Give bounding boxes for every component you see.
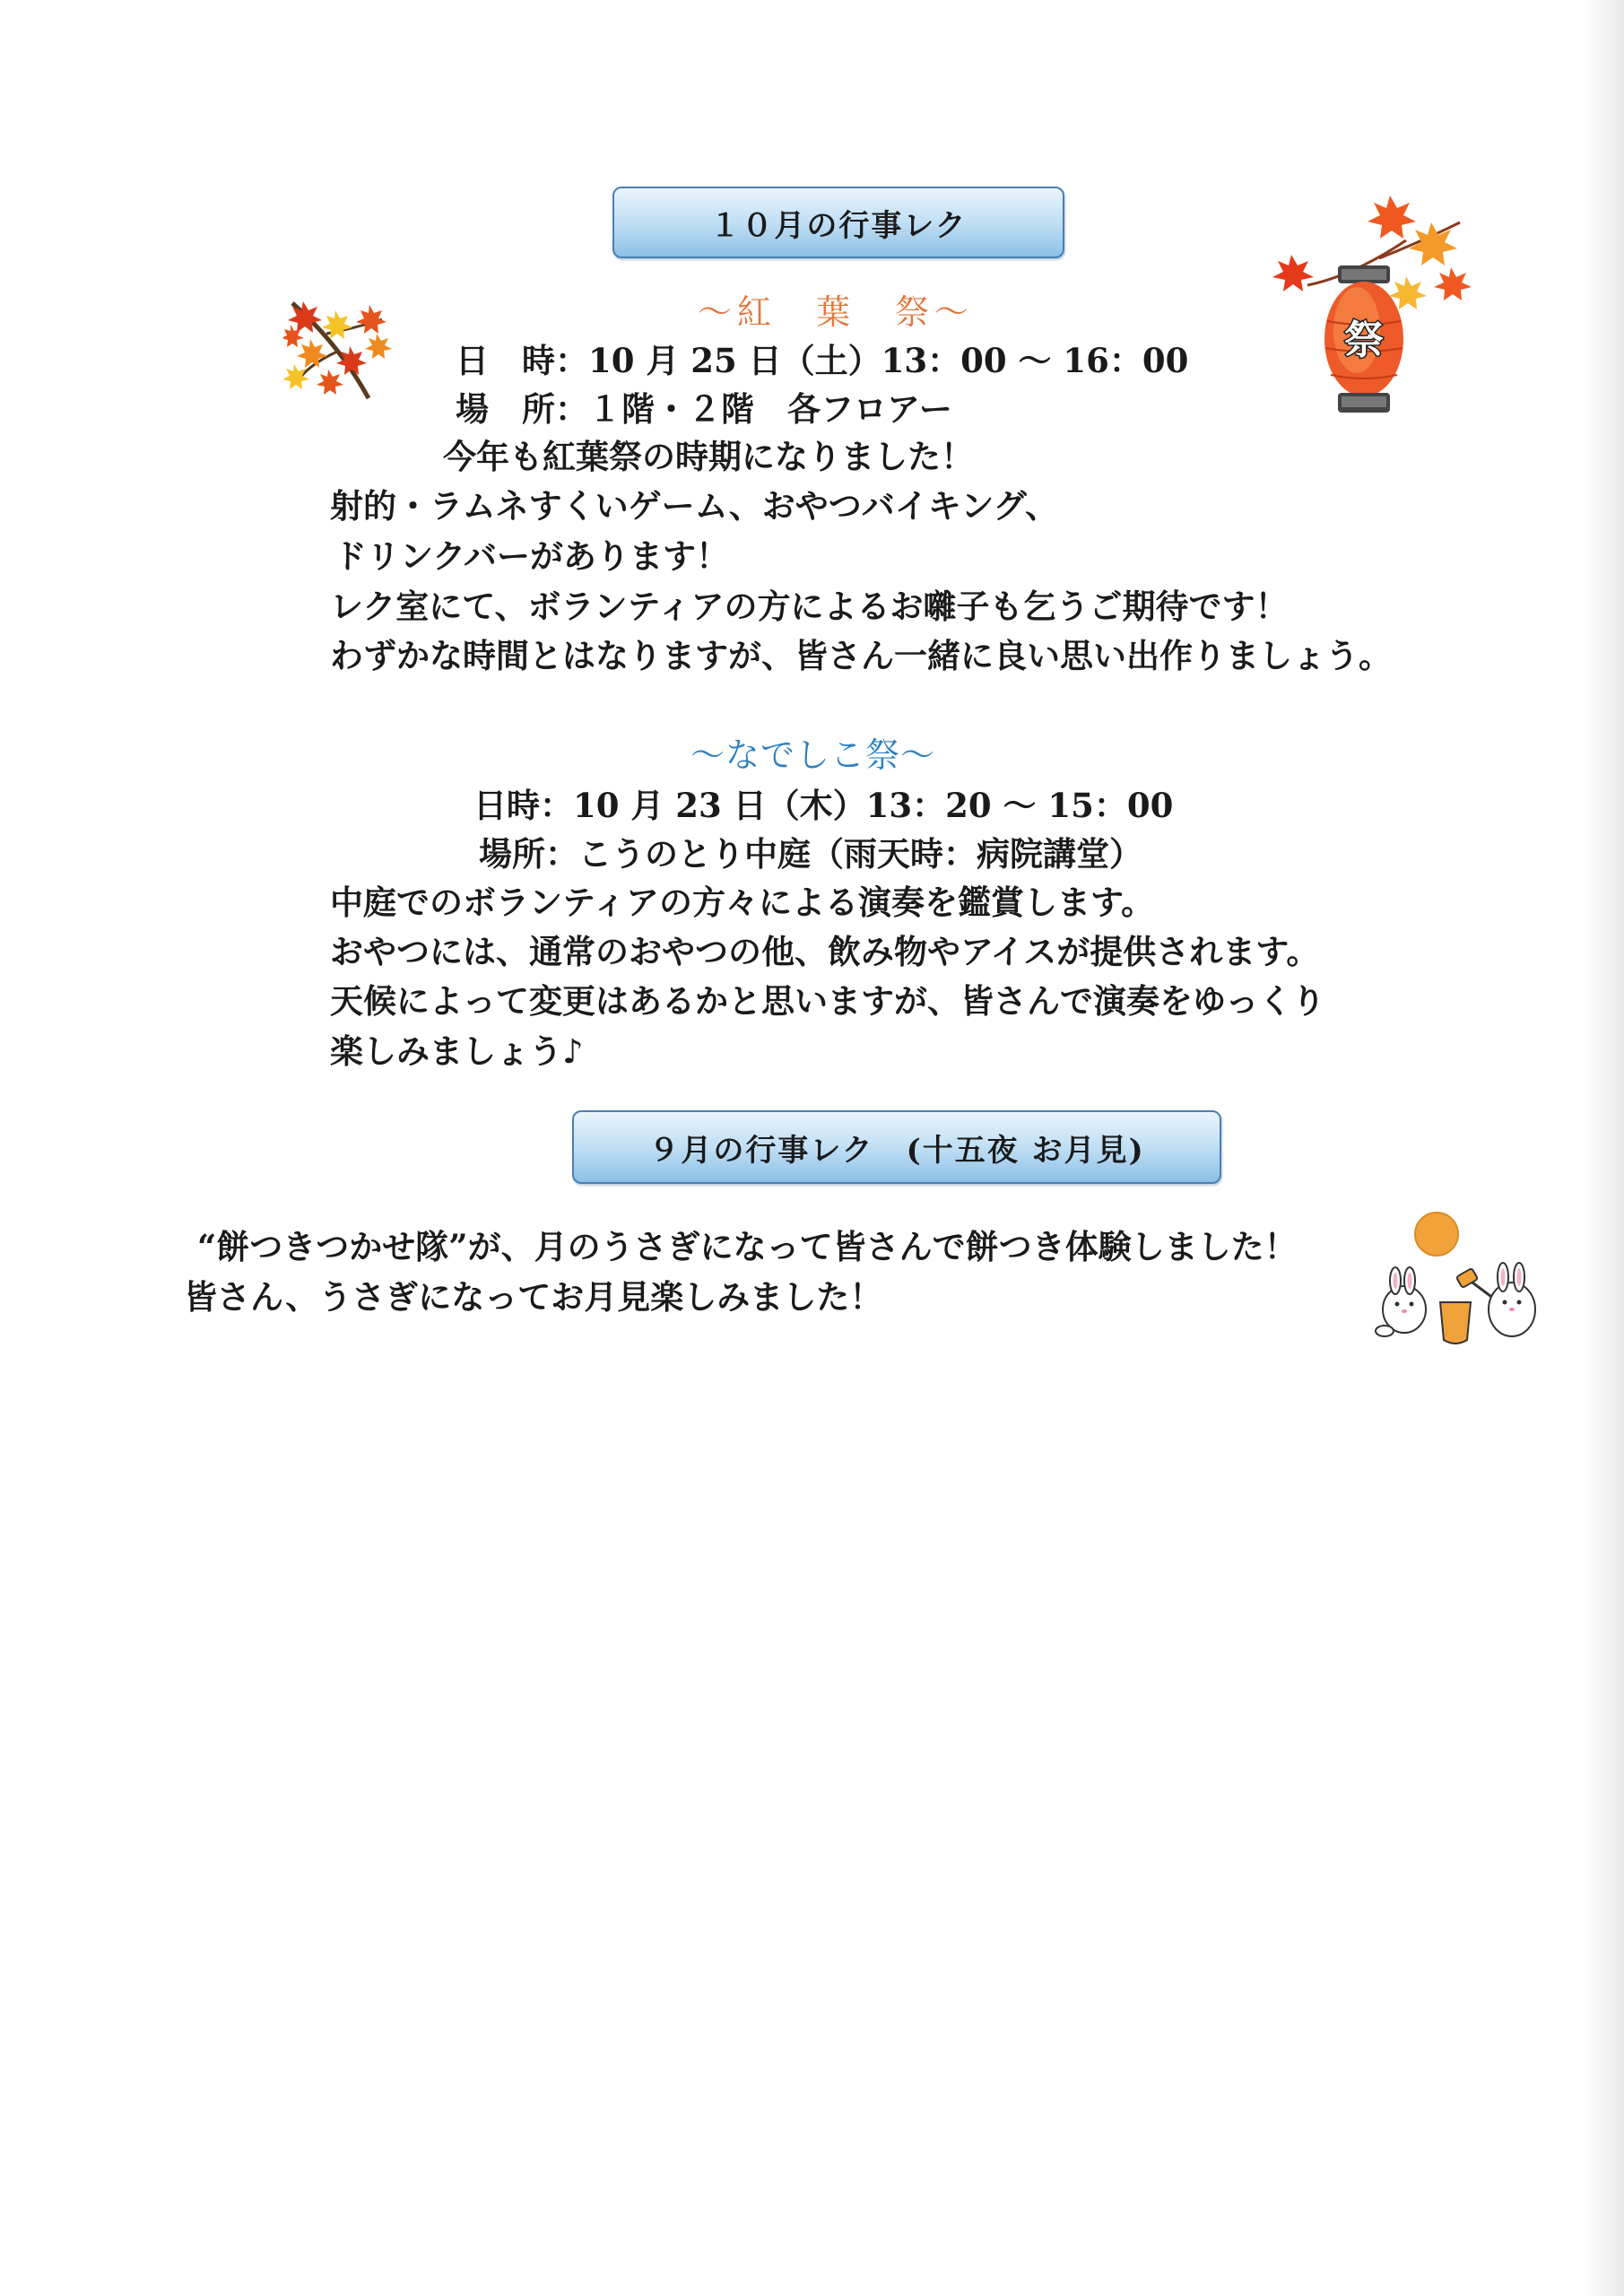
september-events-heading: ９月の行事レク (十五夜 お月見) bbox=[572, 1110, 1221, 1184]
lantern-glyph: 祭 bbox=[1344, 317, 1384, 363]
maple-branch-icon bbox=[283, 292, 400, 405]
koyo-body-line-2: 射的・ラムネすくいゲーム、おやつバイキング、 bbox=[330, 486, 1059, 526]
october-events-heading: １０月の行事レク bbox=[612, 187, 1064, 258]
scan-page-edge bbox=[1583, 0, 1624, 2296]
nadeshiko-datetime: 日時：10 月 23 日（木）13：20 ～ 15：00 bbox=[473, 786, 1174, 825]
september-body-line-1: “餅つきつかせ隊”が、月のうさぎになって皆さんで餅つき体験しました！ bbox=[197, 1227, 1298, 1266]
koyo-body-line-5: わずかな時間とはなりますが、皆さん一緒に良い思い出作りましょう。 bbox=[330, 636, 1392, 675]
koyo-festival-title: ～紅 葉 祭～ bbox=[698, 292, 975, 332]
nadeshiko-body-line-4: 楽しみましょう♪ bbox=[330, 1031, 584, 1071]
nadeshiko-festival-title: ～なでしこ祭～ bbox=[690, 735, 936, 775]
festival-lantern-icon bbox=[1272, 187, 1496, 432]
nadeshiko-place: 場所：こうのとり中庭（雨天時：病院講堂） bbox=[479, 834, 1142, 874]
moon-rabbits-mochi-icon bbox=[1368, 1205, 1548, 1347]
koyo-body-line-3: ドリンクバーがあります！ bbox=[334, 536, 730, 576]
september-body-line-2: 皆さん、うさぎになってお月見楽しみました！ bbox=[184, 1277, 883, 1317]
koyo-datetime: 日 時：10 月 25 日（土）13：00 ～ 16：00 bbox=[456, 341, 1189, 380]
nadeshiko-body-line-2: おやつには、通常のおやつの他、飲み物やアイスが提供されます。 bbox=[330, 932, 1320, 971]
koyo-place: 場 所：１階・２階 各フロアー bbox=[456, 389, 952, 429]
nadeshiko-body-line-1: 中庭でのボランティアの方々による演奏を鑑賞します。 bbox=[330, 883, 1155, 922]
koyo-body-line-4: レク室にて、ボランティアの方によるお囃子も乞うご期待です！ bbox=[330, 587, 1289, 626]
koyo-body-line-1: 今年も紅葉祭の時期になりました！ bbox=[443, 437, 974, 476]
nadeshiko-body-line-3: 天候によって変更はあるかと思いますが、皆さんで演奏をゆっくり bbox=[330, 981, 1325, 1021]
